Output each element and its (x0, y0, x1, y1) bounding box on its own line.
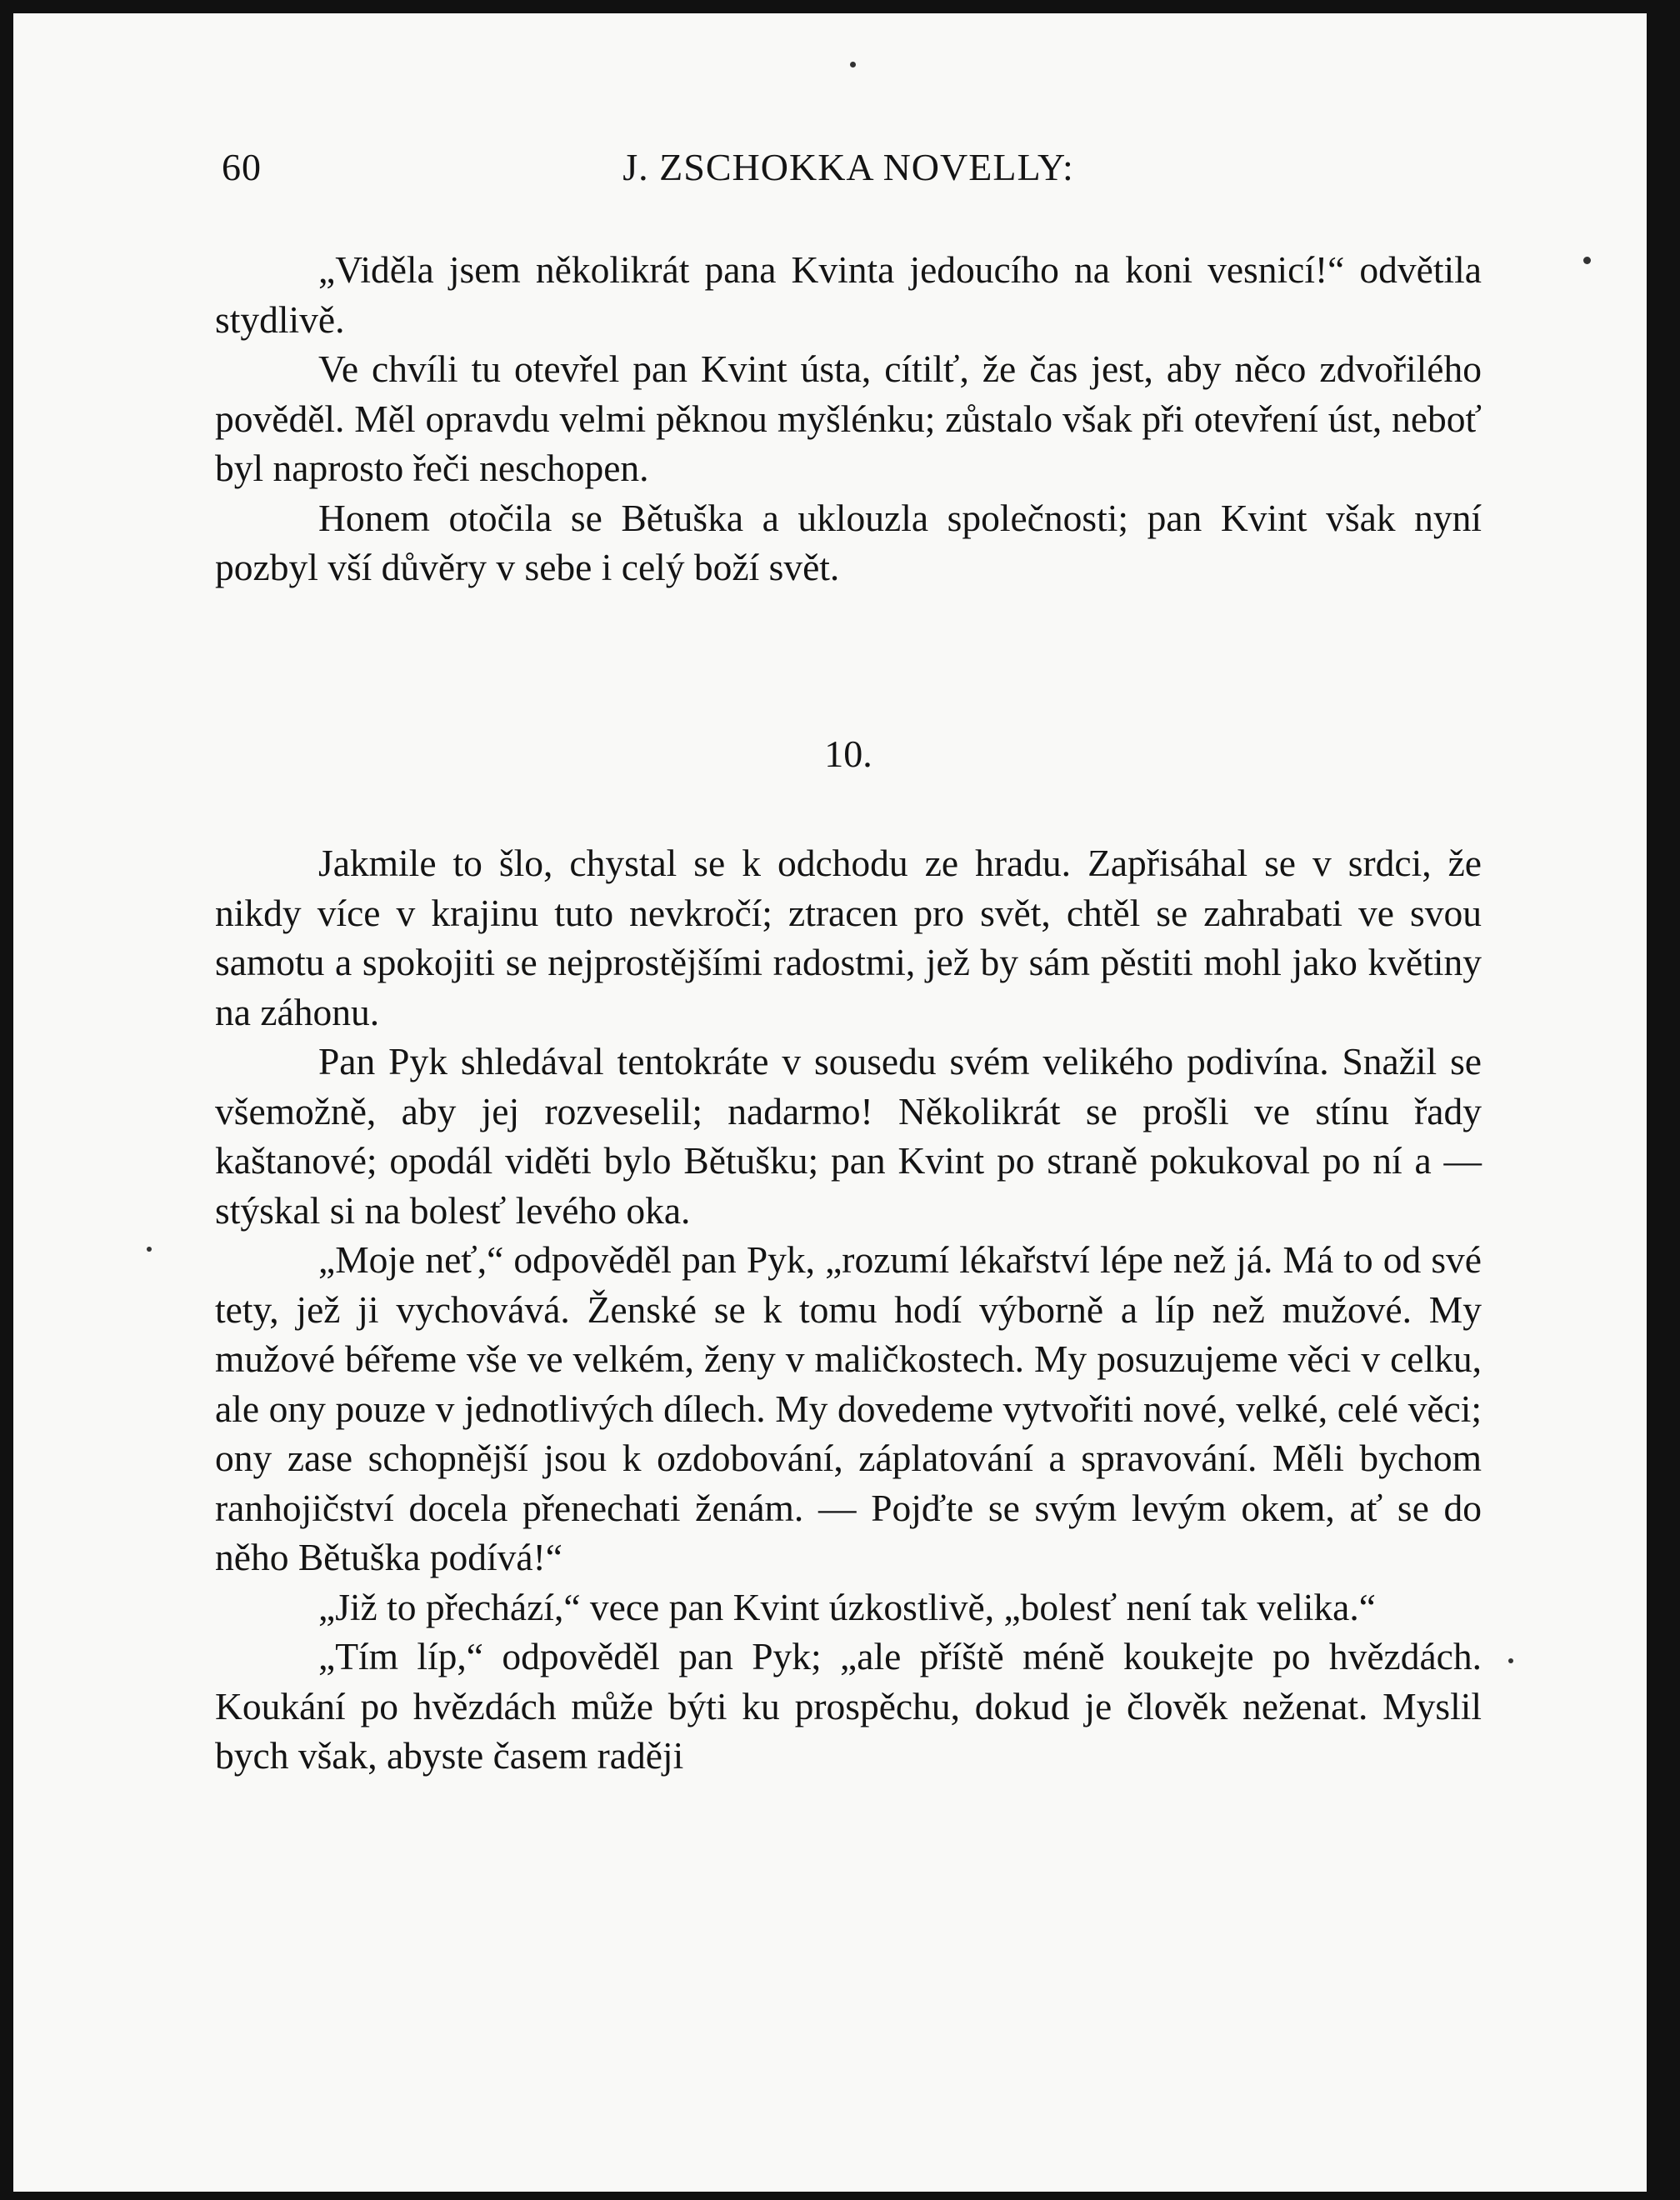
paragraph: Honem otočila se Bětuška a uklouzla společnosti; pan Kvint však nyní pozbyl vší důvěry v sebe i celý boží svět. (215, 496, 1482, 588)
paragraph: „Viděla jsem několikrát pana Kvinta jedoucího na koni vesnicí!“ odvětila stydlivě. (215, 248, 1482, 341)
chapter-number: 10. (824, 732, 872, 775)
scan-speck (1508, 1658, 1513, 1663)
paragraph: „Již to přechází,“ vece pan Kvint úzkostlivě, „bolesť není tak velika.“ (318, 1585, 1376, 1628)
paragraph: Ve chvíli tu otevřel pan Kvint ústa, cítilť, že čas jest, aby něco zdvořilého pověděl. Měl opravdu velmi pěknou myšlénku; zůstalo však při otevření úst, neboť byl naprosto řeči neschopen. (215, 348, 1482, 489)
paragraph: Pan Pyk shledával tentokráte v sousedu svém velikého podivína. Snažil se všemožně, aby jej rozveselil; nadarmo! Několikrát se prošli ve stínu řady kaštanové; opodál viděti bylo Bětušku; pan Kvint po straně pokukoval po ní a — stýskal si na bolesť levého oka. (215, 1040, 1482, 1232)
page-header (215, 140, 1482, 198)
paragraph: „Moje neť,“ odpověděl pan Pyk, „rozumí lékařství lépe než já. Má to od své tety, jež ji vychovává. Ženské se k tomu hodí výborně a líp než mužové. My mužové béřeme vše ve velkém, ženy v maličkostech. My posuzujeme věci v celku, ale ony pouze v jednotlivých dílech. My dovedeme vytvořiti nové, velké, celé věci; ony zase schopnější jsou k ozdobování, záplatování a spravování. Měli bychom ranhojičství docela přenechati ženám. — Pojďte se svým levým okem, ať se do něho Bětuška podívá!“ (215, 1238, 1482, 1578)
paragraph: Jakmile to šlo, chystal se k odchodu ze hradu. Zapřisáhal se v srdci, že nikdy více v krajinu tuto nevkročí; ztracen pro svět, chtěl se zahrabati ve svou samotu a spokojiti se nejprostějšími radostmi, jež by sám pěstiti mohl jako květiny na záhonu. (215, 842, 1482, 1033)
section-two-text (215, 838, 1482, 1781)
page-number: 60 (222, 146, 262, 188)
running-title: J. ZSCHOKKA NOVELLY: (622, 146, 1074, 188)
scan-speck (147, 1247, 152, 1252)
scan-speck (850, 62, 856, 68)
scan-speck (1583, 257, 1591, 264)
section-one-text (215, 245, 1482, 592)
paragraph: „Tím líp,“ odpověděl pan Pyk; „ale příště méně koukejte po hvězdách. Koukání po hvězdách může býti ku prospěchu, dokud je člověk neženat. Myslil bych však, abyste časem raději (215, 1635, 1482, 1777)
book-page (215, 140, 1482, 1777)
